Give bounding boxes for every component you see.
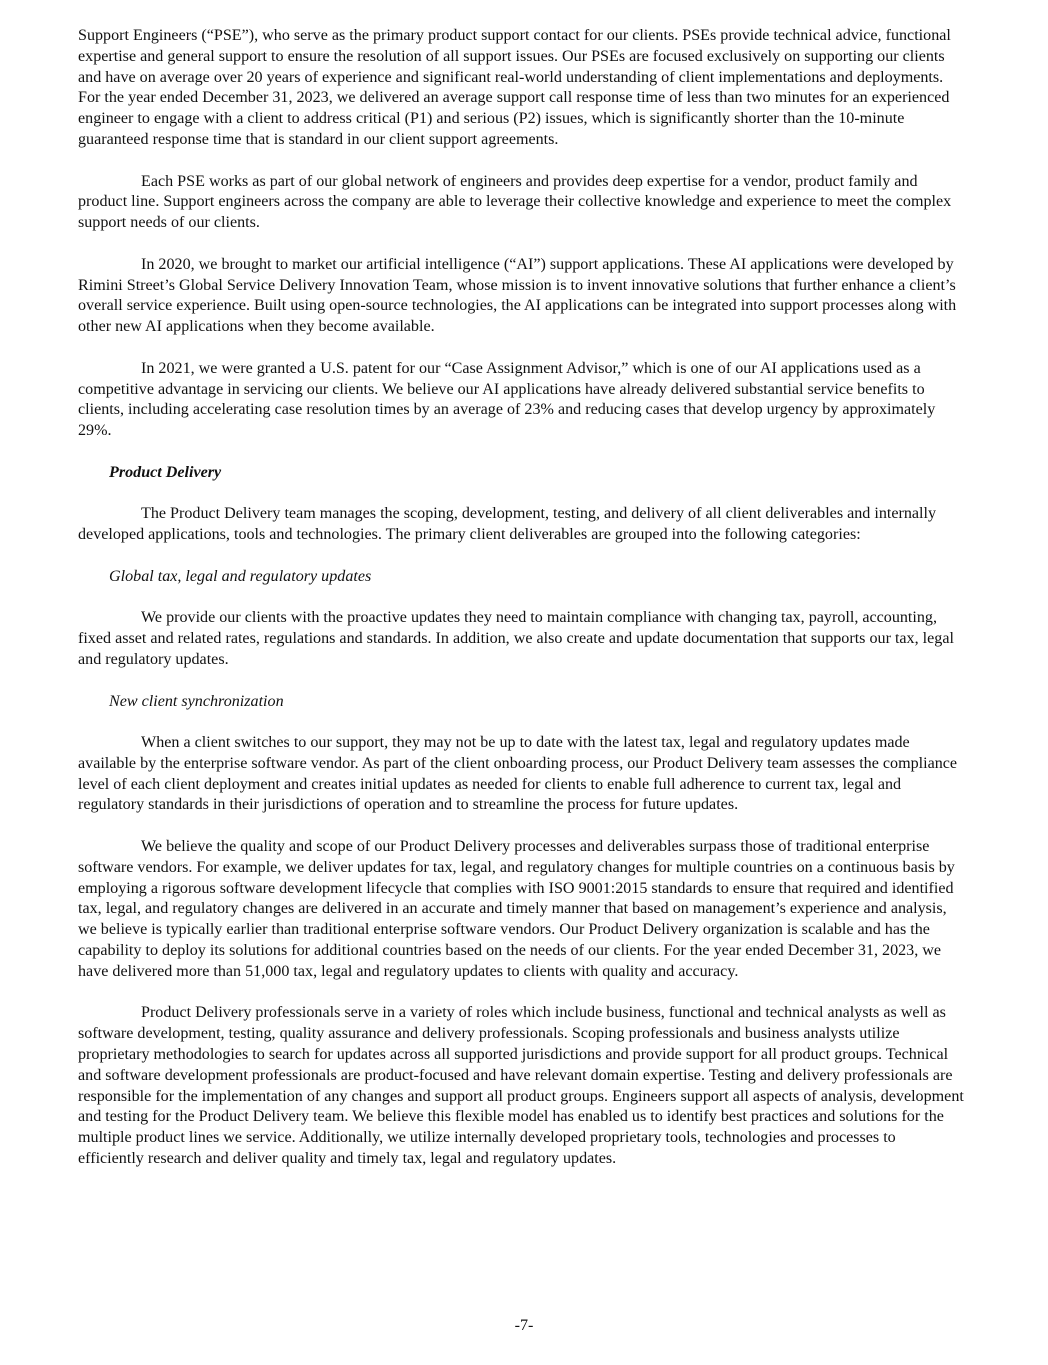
page-number: -7- (514, 1317, 534, 1334)
paragraph-ai-patent: In 2021, we were granted a U.S. patent for our “Case Assignment Advisor,” which is one of our AI applications used as a competitive advantage in servicing our clients. We believe our AI applications have already delivered substantial service benefits to clients, including accelerating case resolution times by an average of 23% and reducing cases that develop urgency by approximately 29%. (78, 359, 936, 440)
paragraph-pse-support: Support Engineers (“PSE”), who serve as the primary product support contact for our clients. PSEs provide technical advice, functional expertise and general support to ensure the resolution of all support issues. Our PSEs are focused exclusively on supporting our clients and have on average over 20 years of experience and significant real-world understanding of client implementations and deployments. For the year ended December 31, 2023, we delivered an average support call response time of less than two minutes for an experienced engineer to engage with a client to address critical (P1) and serious (P2) issues, which is significantly shorter than the 10-minute guaranteed response time that is standard in our client support agreements. (78, 27, 951, 148)
paragraph-proactive-updates: We provide our clients with the proactive updates they need to maintain compliance with changing tax, payroll, accounting, fixed asset and related rates, regulations and standards. In addition, we also create and update documentation that supports our tax, legal and regulatory updates. (78, 609, 954, 668)
paragraph-delivery-quality: We believe the quality and scope of our Product Delivery processes and deliverables surpass those of traditional enterprise software vendors. For example, we deliver updates for tax, legal, and regulatory changes for multiple countries on a continuous basis by employing a rigorous software development lifecycle that complies with ISO 9001:2015 standards to ensure that required and identified tax, legal, and regulatory changes are delivered in an accurate and timely manner that based on management’s experience and analysis, we believe is typically earlier than traditional enterprise software vendors. Our Product Delivery organization is scalable and has the capability to deploy its solutions for additional countries based on the needs of our clients. For the year ended December 31, 2023, we have delivered more than 51,000 tax, legal and regulatory updates to clients with quality and accuracy. (78, 838, 955, 980)
paragraph-delivery-roles: Product Delivery professionals serve in a variety of roles which include business, functional and technical analysts as well as software development, testing, quality assurance and delivery professionals. Scoping professionals and business analysts utilize proprietary methodologies to search for updates across all supported jurisdictions and provide support for all product groups. Technical and software development professionals are product-focused and have relevant domain expertise. Testing and delivery professionals are responsible for the implementation of any changes and support all product groups. Engineers support all aspects of analysis, development and testing for the Product Delivery team. We believe this flexible model has enabled us to identify best practices and solutions for the multiple product lines we service. Additionally, we utilize internally developed proprietary tools, technologies and processes to efficiently research and deliver quality and timely tax, legal and regulatory updates. (78, 1004, 964, 1168)
subheading-global-tax-updates: Global tax, legal and regulatory updates (109, 567, 372, 585)
paragraph-product-delivery-team: The Product Delivery team manages the scoping, development, testing, and delivery of all client deliverables and internally developed applications, tools and technologies. The primary client deliverables are grouped into the following categories: (78, 505, 937, 544)
document-body (78, 26, 964, 1170)
subheading-new-client-sync: New client synchronization (109, 692, 284, 710)
paragraph-ai-applications: In 2020, we brought to market our artificial intelligence (“AI”) support applications. These AI applications were developed by Rimini Street’s Global Service Delivery Innovation Team, whose mission is to invent innovative solutions that further enhance a client’s overall service experience. Built using open-source technologies, the AI applications can be integrated into support processes along with other new AI applications when they become available. (78, 255, 957, 336)
paragraph-pse-network: Each PSE works as part of our global network of engineers and provides deep expertise for a vendor, product family and product line. Support engineers across the company are able to leverage their collective knowledge and experience to meet the complex support needs of our clients. (78, 172, 952, 232)
paragraph-client-onboarding: When a client switches to our support, they may not be up to date with the latest tax, legal and regulatory updates made available by the enterprise software vendor. As part of the client onboarding process, our Product Delivery team assesses the compliance level of each client deployment and creates initial updates as needed for clients to enable full adherence to current tax, legal and regulatory standards in their jurisdictions of operation and to streamline the process for future updates. (78, 734, 958, 814)
section-heading-product-delivery: Product Delivery (109, 463, 222, 481)
